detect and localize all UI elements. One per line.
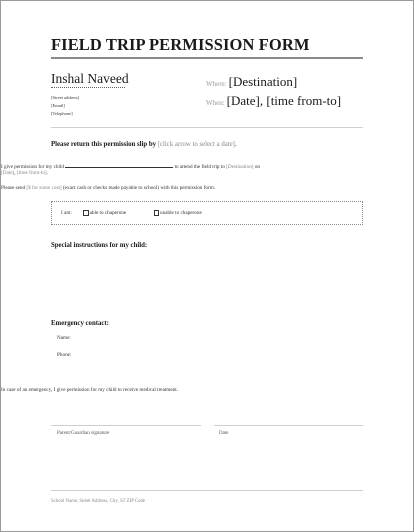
permission-text-2: to attend the field trip to (174, 164, 225, 170)
when-row (206, 92, 341, 110)
permission-line-2: [Date], [time from-to]. (1, 170, 48, 176)
permission-line (1, 162, 260, 170)
unable-checkbox[interactable] (154, 210, 160, 216)
chaperone-box (51, 201, 363, 225)
able-checkbox[interactable] (83, 210, 89, 216)
return-by-line (51, 141, 237, 148)
phone-field[interactable]: [Telephone] (51, 111, 73, 116)
email-field[interactable]: [Email] (51, 103, 65, 108)
organizer-name[interactable]: Inshal Naveed (51, 71, 129, 86)
section-divider (51, 127, 363, 128)
signature-line[interactable] (51, 425, 201, 426)
able-label: able to chaperone (89, 210, 127, 216)
address-field[interactable]: [Street address] (51, 95, 80, 100)
date-line[interactable] (214, 425, 363, 426)
destination-field[interactable]: [Destination] (228, 74, 298, 89)
return-period: . (234, 141, 237, 148)
date-time-field[interactable]: [Date], [time from-to] (226, 93, 342, 108)
spellcheck-underline (51, 87, 125, 88)
form-title: FIELD TRIP PERMISSION FORM (51, 35, 310, 54)
contact-phone-label: Phone: (57, 352, 72, 358)
special-instructions-heading: Special instructions for my child: (51, 242, 148, 249)
permission-date-field[interactable]: [Date] (1, 170, 15, 176)
permission-on-text: on (254, 164, 260, 170)
signature-label: Parent/Guardian signature (57, 431, 110, 436)
payment-line (1, 185, 215, 191)
send-text-2: (exact cash or checks made payable to school) with this permission form. (62, 185, 216, 191)
medical-permission-text: In case of an emergency, I give permission for my child to receive medical treatment. (1, 387, 179, 393)
title-divider (51, 57, 363, 59)
date-label: Date (219, 431, 229, 436)
child-name-blank[interactable] (65, 162, 173, 168)
permission-destination-field[interactable]: [Destination] (226, 164, 254, 170)
permission-text-1: I give permission for my child (1, 164, 64, 170)
permission-time-field[interactable]: [time from-to] (16, 170, 47, 176)
school-address-footer[interactable]: School Name, Street Address, City, ST ZIP Code (51, 499, 146, 504)
contact-name-label: Name: (57, 335, 71, 341)
footer-divider (51, 490, 363, 491)
return-date-picker[interactable]: [click arrow to select a date] (157, 141, 235, 148)
chaperone-options (61, 210, 202, 216)
i-am-label: I am: (61, 210, 72, 216)
cost-field[interactable]: [$ for some cost] (26, 185, 62, 191)
return-text: Please return this permission slip by (51, 141, 157, 148)
where-row (206, 73, 297, 91)
unable-label: unable to chaperone (160, 210, 202, 216)
where-label: Where: (206, 80, 227, 88)
when-label: When: (206, 99, 225, 107)
send-text-1: Please send (1, 185, 26, 191)
emergency-contact-heading: Emergency contact: (51, 320, 109, 327)
